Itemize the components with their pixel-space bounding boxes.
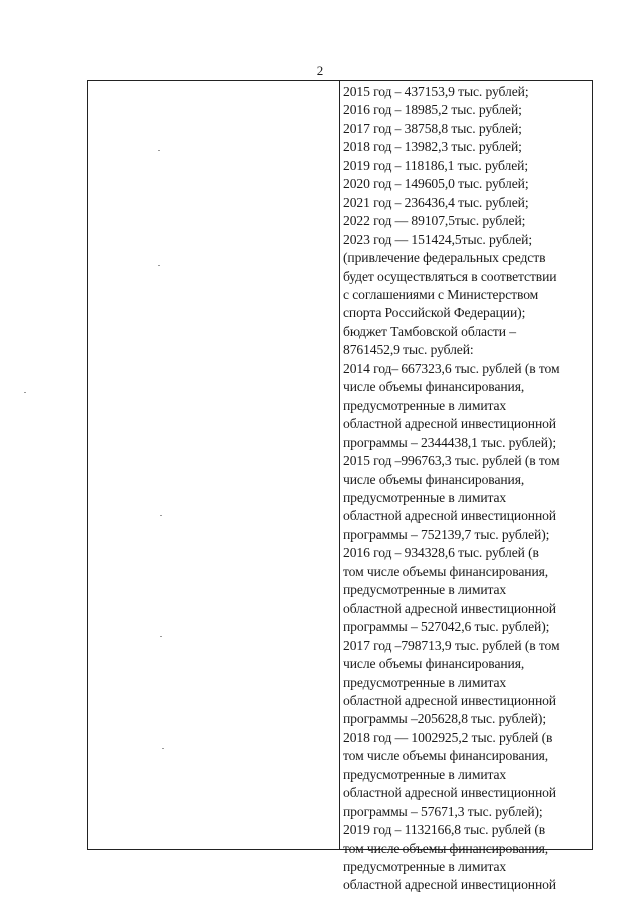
scan-speck (160, 636, 162, 637)
text-line: 2022 год — 89107,5тыс. рублей; (343, 213, 526, 229)
scan-speck (24, 392, 26, 393)
text-line: с соглашениями с Министерством (343, 286, 539, 302)
text-line: числе объемы финансирования, (343, 471, 525, 487)
text-line: 2015 год –996763,3 тыс. рублей (в том (343, 453, 560, 469)
text-line: 2019 год – 1132166,8 тыс. рублей (в (343, 822, 546, 838)
text-line: областной адресной инвестиционной (343, 785, 556, 801)
text-line: том числе объемы финансирования, (343, 748, 549, 764)
text-line: числе объемы финансирования, (343, 656, 525, 672)
text-line: программы –205628,8 тыс. рублей); (343, 711, 546, 727)
text-line: программы – 2344438,1 тыс. рублей); (343, 434, 556, 450)
text-line: том числе объемы финансирования, (343, 840, 549, 856)
text-line: областной адресной инвестиционной (343, 416, 556, 432)
text-line: 2018 год — 1002925,2 тыс. рублей (в (343, 729, 553, 745)
scan-speck (160, 515, 162, 516)
scan-speck (158, 150, 160, 151)
text-line: 2020 год – 149605,0 тыс. рублей; (343, 176, 529, 192)
text-line: будет осуществляться в соответствии (343, 268, 557, 284)
text-line: 2017 год – 38758,8 тыс. рублей; (343, 120, 522, 136)
scan-speck (162, 748, 164, 749)
text-line: областной адресной инвестиционной (343, 692, 556, 708)
text-line: областной адресной инвестиционной (343, 508, 556, 524)
program-funding-table (87, 80, 593, 893)
text-line: 2014 год– 667323,6 тыс. рублей (в том (343, 360, 560, 376)
text-line: областной адресной инвестиционной (343, 600, 556, 616)
text-line: предусмотренные в лимитах (343, 489, 507, 505)
table-right-column (340, 81, 592, 893)
text-line: 2016 год – 18985,2 тыс. рублей; (343, 102, 522, 118)
text-line: предусмотренные в лимитах (343, 674, 507, 690)
text-line: предусмотренные в лимитах (343, 397, 507, 413)
text-line: 2016 год – 934328,6 тыс. рублей (в (343, 545, 539, 561)
text-line: 2023 год — 151424,5тыс. рублей; (343, 231, 532, 247)
text-line: 8761452,9 тыс. рублей: (343, 342, 474, 358)
page-number: 2 (316, 63, 324, 78)
scan-speck (158, 265, 160, 266)
text-line: программы – 57671,3 тыс. рублей); (343, 803, 543, 819)
text-line: предусмотренные в лимитах (343, 582, 507, 598)
table-left-column (88, 81, 340, 849)
text-line: предусмотренные в лимитах (343, 766, 507, 782)
text-line: областной адресной инвестиционной (343, 877, 556, 893)
text-line: программы – 527042,6 тыс. рублей); (343, 619, 550, 635)
text-line: 2021 год – 236436,4 тыс. рублей; (343, 194, 529, 210)
text-line: 2018 год – 13982,3 тыс. рублей; (343, 139, 522, 155)
text-line: бюджет Тамбовской области – (343, 323, 516, 339)
text-line: числе объемы финансирования, (343, 379, 525, 395)
text-line: 2015 год – 437153,9 тыс. рублей; (343, 84, 529, 99)
text-line: программы – 752139,7 тыс. рублей); (343, 526, 550, 542)
text-line: 2019 год – 118186,1 тыс. рублей; (343, 157, 528, 173)
text-line: спорта Российской Федерации); (343, 305, 526, 321)
text-line: 2017 год –798713,9 тыс. рублей (в том (343, 637, 560, 653)
text-line: предусмотренные в лимитах (343, 859, 507, 875)
text-line: (привлечение федеральных средств (343, 250, 546, 266)
text-line: том числе объемы финансирования, (343, 563, 549, 579)
